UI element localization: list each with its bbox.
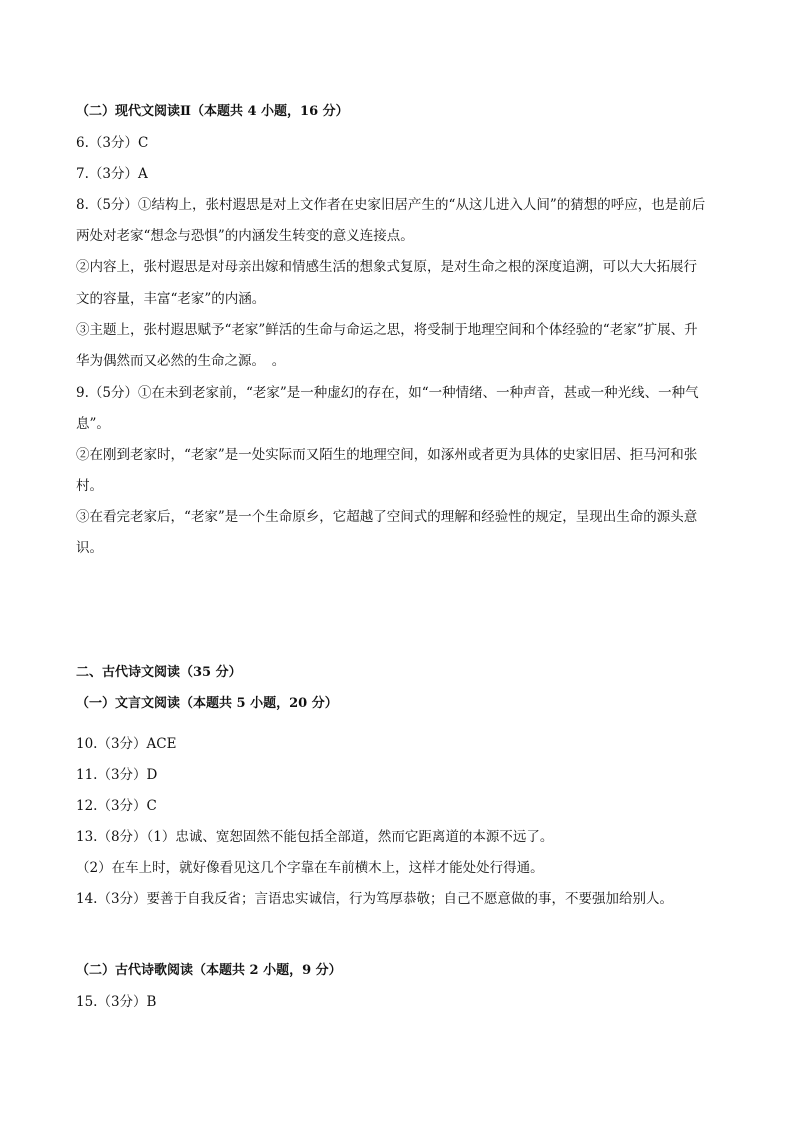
section-heading-classical-chinese: （一）文言文阅读（本题共 5 小题，20 分） — [76, 696, 338, 711]
answer-q9-point2-line2: 村。 — [76, 478, 103, 494]
answer-q9-line1: 9.（5分）①在未到老家前，“老家”是一种虚幻的存在，如“一种情绪、一种声音，甚或一种光线、一种气 — [76, 385, 699, 401]
section-heading-ancient-poetry-prose: 二、古代诗文阅读（35 分） — [76, 665, 242, 680]
answer-q9-line2: 息”。 — [76, 416, 110, 432]
section-heading-ancient-poetry: （二）古代诗歌阅读（本题共 2 小题，9 分） — [76, 963, 342, 978]
section-heading-modern-reading-2: （二）现代文阅读Ⅱ（本题共 4 小题，16 分） — [76, 104, 349, 119]
answer-q8-line1: 8.（5分）①结构上，张村遐思是对上文作者在史家旧居产生的“从这儿进入人间”的猜想的呼应，也是前后 — [76, 197, 706, 213]
answer-q8-point2-line2: 文的容量，丰富“老家”的内涵。 — [76, 291, 266, 307]
answer-q6: 6.（3分）C — [76, 135, 149, 151]
answer-q9-point3-line1: ③在看完老家后，“老家”是一个生命原乡，它超越了空间式的理解和经验性的规定，呈现出生命的源头意 — [76, 509, 698, 525]
answer-q9-point3-line2: 识。 — [76, 540, 103, 556]
answer-q8-point3-line1: ③主题上，张村遐思赋予“老家”鲜活的生命与命运之思，将受制于地理空间和个体经验的“老家”扩展、升 — [76, 322, 698, 338]
answer-q15: 15.（3分）B — [76, 994, 157, 1010]
answer-q8-line2: 两处对老家“想念与恐惧”的内涵发生转变的意义连接点。 — [76, 228, 414, 244]
answer-q11: 11.（3分）D — [76, 767, 158, 783]
answer-q8-point2-line1: ②内容上，张村遐思是对母亲出嫁和情感生活的想象式复原，是对生命之根的深度追溯，可以大大拓展行 — [76, 259, 697, 275]
answer-q9-point2-line1: ②在刚到老家时，“老家”是一处实际而又陌生的地理空间，如涿州或者更为具体的史家旧居、拒马河和张 — [76, 447, 698, 463]
answer-q8-point3-line2: 华为偶然而又必然的生命之源。 。 — [76, 353, 286, 369]
answer-q14: 14.（3分）要善于自我反省；言语忠实诚信，行为笃厚恭敬；自己不愿意做的事，不要强加给别人。 — [76, 891, 674, 907]
answer-q12: 12.（3分）C — [76, 798, 157, 814]
answer-q13-line1: 13.（8分）（1）忠诚、宽恕固然不能包括全部道，然而它距离道的本源不远了。 — [76, 829, 554, 845]
answer-q13-line2: （2）在车上时，就好像看见这几个字靠在车前横木上，这样才能处处行得通。 — [76, 860, 544, 876]
answer-q10: 10.（3分）ACE — [76, 736, 177, 752]
answer-q7: 7.（3分）A — [76, 166, 148, 182]
